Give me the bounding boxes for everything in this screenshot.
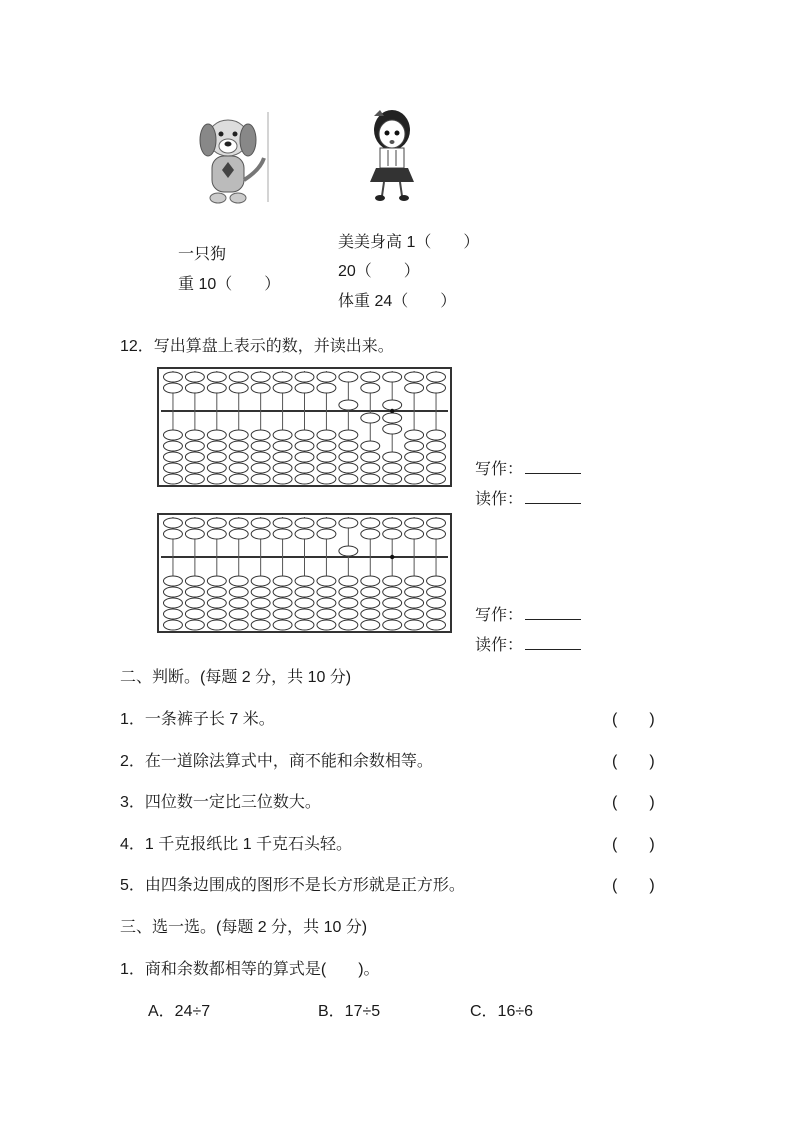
abacus-bead — [427, 430, 446, 440]
abacus-bead — [339, 452, 358, 462]
abacus-bead — [361, 529, 380, 539]
abacus-bead — [295, 372, 314, 382]
abacus-bead — [383, 372, 402, 382]
abacus-bead — [361, 518, 380, 528]
abacus-bead — [273, 463, 292, 473]
abacus-bead — [251, 609, 270, 619]
abacus-bead — [295, 441, 314, 451]
abacus-bead — [361, 598, 380, 608]
judge-bracket-1[interactable]: ( ) — [612, 711, 655, 728]
abacus-bead — [164, 463, 183, 473]
abacus-bead — [295, 609, 314, 619]
abacus-bead — [251, 620, 270, 630]
abacus-bead — [383, 529, 402, 539]
abacus-bead — [427, 576, 446, 586]
abacus-2-write — [475, 605, 581, 626]
abacus-bead — [185, 463, 204, 473]
abacus-bead — [251, 518, 270, 528]
abacus-bead — [251, 598, 270, 608]
abacus-bead — [229, 430, 248, 440]
abacus-bead — [427, 383, 446, 393]
abacus-1-read — [475, 489, 581, 510]
abacus-bead — [317, 529, 336, 539]
abacus-bead — [251, 383, 270, 393]
abacus-bead — [317, 441, 336, 451]
abacus-bead — [361, 620, 380, 630]
abacus-bead — [185, 441, 204, 451]
abacus-bead — [251, 474, 270, 484]
abacus-bead — [207, 441, 226, 451]
abacus-bead — [405, 518, 424, 528]
abacus-bead — [295, 518, 314, 528]
judge-bracket-2[interactable]: ( ) — [612, 753, 655, 770]
abacus-bead — [339, 546, 358, 556]
abacus-bead — [185, 474, 204, 484]
abacus-bead — [339, 441, 358, 451]
abacus-bead — [405, 383, 424, 393]
judge-bracket-5[interactable]: ( ) — [612, 877, 655, 894]
abacus-bead — [383, 609, 402, 619]
abacus-bead — [207, 587, 226, 597]
judge-item-2: 2．在一道除法算式中，商不能和余数相等。 — [120, 753, 433, 770]
abacus-bead — [427, 587, 446, 597]
abacus-2-read — [475, 635, 581, 656]
abacus-bead — [405, 587, 424, 597]
abacus-bead — [383, 518, 402, 528]
abacus-bead — [273, 441, 292, 451]
read-label: 读作： — [475, 637, 524, 654]
abacus-bead — [427, 529, 446, 539]
abacus-bead — [164, 587, 183, 597]
abacus-bead — [405, 576, 424, 586]
abacus-bead — [317, 474, 336, 484]
abacus-bead — [229, 620, 248, 630]
abacus-bead — [383, 620, 402, 630]
girl-line-3: 体重 24（ ） — [338, 293, 457, 310]
abacus-bead — [164, 576, 183, 586]
abacus-bead — [361, 463, 380, 473]
abacus-bead — [427, 598, 446, 608]
abacus-bead — [164, 609, 183, 619]
abacus-bead — [251, 529, 270, 539]
abacus-bead — [273, 609, 292, 619]
abacus-bead — [427, 441, 446, 451]
abacus-bead — [361, 474, 380, 484]
abacus-bead — [295, 383, 314, 393]
abacus-bead — [383, 413, 402, 423]
dog-line-1: 一只狗 — [178, 246, 227, 263]
abacus-bead — [339, 609, 358, 619]
abacus-bead — [361, 587, 380, 597]
abacus-bead — [229, 463, 248, 473]
abacus-bead — [339, 430, 358, 440]
choice-option-b[interactable]: B．17÷5 — [318, 1003, 381, 1020]
abacus-bead — [251, 463, 270, 473]
write-blank[interactable] — [525, 459, 581, 474]
abacus-bead — [207, 576, 226, 586]
abacus-bead — [317, 430, 336, 440]
abacus-bead — [383, 424, 402, 434]
abacus-bead — [295, 474, 314, 484]
abacus-bead — [273, 587, 292, 597]
dog-illustration — [190, 110, 272, 206]
abacus-2 — [157, 513, 452, 633]
abacus-bead — [295, 463, 314, 473]
read-label: 读作： — [475, 491, 524, 508]
abacus-bead — [229, 441, 248, 451]
abacus-bead — [185, 383, 204, 393]
girl-illustration — [360, 106, 424, 204]
abacus-bead — [317, 587, 336, 597]
abacus-bead — [273, 518, 292, 528]
dog-line-2: 重 10（ ） — [178, 276, 281, 293]
q12-title: 12．写出算盘上表示的数，并读出来。 — [120, 338, 394, 355]
abacus-bead — [273, 430, 292, 440]
abacus-bead — [164, 383, 183, 393]
abacus-bead — [361, 609, 380, 619]
abacus-bead — [164, 441, 183, 451]
abacus-bead — [361, 441, 380, 451]
abacus-bead — [361, 372, 380, 382]
abacus-bead — [185, 372, 204, 382]
abacus-bead — [207, 529, 226, 539]
judge-bracket-3[interactable]: ( ) — [612, 794, 655, 811]
section3-header: 三、选一选。(每题 2 分，共 10 分) — [120, 919, 368, 936]
abacus-bead — [339, 372, 358, 382]
abacus-bead — [339, 463, 358, 473]
abacus-bead — [339, 400, 358, 410]
abacus-bead — [273, 383, 292, 393]
abacus-bead — [164, 474, 183, 484]
abacus-bead — [383, 463, 402, 473]
abacus-bead — [185, 576, 204, 586]
abacus-bead — [295, 529, 314, 539]
abacus-bead — [207, 620, 226, 630]
abacus-bead — [164, 518, 183, 528]
abacus-bead — [317, 620, 336, 630]
abacus-bead — [207, 463, 226, 473]
abacus-bead — [185, 598, 204, 608]
abacus-bead — [361, 383, 380, 393]
abacus-bead — [383, 576, 402, 586]
abacus-bead — [339, 518, 358, 528]
abacus-bead — [251, 430, 270, 440]
abacus-bead — [427, 463, 446, 473]
girl-line-1: 美美身高 1（ ） — [338, 234, 480, 251]
abacus-bead — [405, 372, 424, 382]
abacus-bead — [405, 620, 424, 630]
abacus-bead — [207, 609, 226, 619]
girl-line-2: 20（ ） — [338, 263, 420, 280]
abacus-bead — [317, 518, 336, 528]
abacus-bead — [361, 413, 380, 423]
abacus-bead — [361, 452, 380, 462]
choice-q1: 1．商和余数都相等的算式是( )。 — [120, 961, 380, 978]
abacus-bead — [164, 620, 183, 630]
abacus-bead — [229, 383, 248, 393]
abacus-bead — [207, 383, 226, 393]
abacus-bead — [207, 452, 226, 462]
abacus-bead — [427, 474, 446, 484]
abacus-1-write — [475, 459, 581, 480]
choice-option-a[interactable]: A．24÷7 — [148, 1003, 211, 1020]
abacus-bead — [361, 576, 380, 586]
abacus-bead — [273, 620, 292, 630]
abacus-bead — [405, 609, 424, 619]
abacus-bead — [229, 452, 248, 462]
abacus-bead — [295, 452, 314, 462]
abacus-unit-dot — [390, 555, 394, 559]
judge-item-4: 4．1 千克报纸比 1 千克石头轻。 — [120, 836, 353, 853]
abacus-bead — [229, 518, 248, 528]
abacus-bead — [251, 452, 270, 462]
abacus-bead — [427, 620, 446, 630]
abacus-bead — [229, 598, 248, 608]
abacus-bead — [273, 474, 292, 484]
abacus-bead — [339, 587, 358, 597]
section2-header: 二、判断。(每题 2 分，共 10 分) — [120, 669, 352, 686]
abacus-unit-dot — [390, 409, 394, 413]
abacus-bead — [207, 430, 226, 440]
abacus-bead — [383, 452, 402, 462]
abacus-bead — [164, 372, 183, 382]
read-blank[interactable] — [525, 489, 581, 504]
judge-item-5: 5．由四条边围成的图形不是长方形就是正方形。 — [120, 877, 465, 894]
abacus-bead — [405, 441, 424, 451]
abacus-bead — [405, 529, 424, 539]
judge-item-1: 1．一条裤子长 7 米。 — [120, 711, 275, 728]
abacus-bead — [164, 430, 183, 440]
choice-option-c[interactable]: C．16÷6 — [470, 1003, 534, 1020]
abacus-bead — [339, 576, 358, 586]
abacus-bead — [164, 529, 183, 539]
abacus-bead — [317, 463, 336, 473]
abacus-bead — [295, 598, 314, 608]
abacus-bead — [339, 620, 358, 630]
abacus-bead — [185, 587, 204, 597]
abacus-bead — [317, 598, 336, 608]
abacus-bead — [229, 529, 248, 539]
abacus-bead — [229, 609, 248, 619]
abacus-bead — [317, 452, 336, 462]
abacus-bead — [383, 474, 402, 484]
abacus-bead — [427, 372, 446, 382]
abacus-bead — [383, 598, 402, 608]
abacus-bead — [405, 430, 424, 440]
abacus-bead — [295, 620, 314, 630]
abacus-bead — [317, 609, 336, 619]
abacus-bead — [317, 383, 336, 393]
abacus-bead — [273, 372, 292, 382]
abacus-bead — [405, 463, 424, 473]
abacus-bead — [229, 587, 248, 597]
judge-item-3: 3．四位数一定比三位数大。 — [120, 794, 321, 811]
abacus-bead — [207, 518, 226, 528]
abacus-bead — [251, 441, 270, 451]
judge-bracket-4[interactable]: ( ) — [612, 836, 655, 853]
abacus-bead — [185, 609, 204, 619]
abacus-bead — [185, 620, 204, 630]
abacus-bead — [229, 474, 248, 484]
abacus-bead — [427, 452, 446, 462]
abacus-bead — [295, 576, 314, 586]
abacus-bead — [185, 452, 204, 462]
abacus-bead — [207, 598, 226, 608]
abacus-bead — [251, 372, 270, 382]
abacus-bead — [405, 452, 424, 462]
abacus-bead — [207, 474, 226, 484]
abacus-bead — [427, 609, 446, 619]
abacus-bead — [229, 576, 248, 586]
abacus-bead — [164, 598, 183, 608]
abacus-bead — [185, 518, 204, 528]
write-blank[interactable] — [525, 605, 581, 620]
abacus-bead — [273, 576, 292, 586]
abacus-bead — [405, 598, 424, 608]
write-label: 写作： — [475, 461, 524, 478]
abacus-bead — [427, 518, 446, 528]
abacus-bead — [405, 474, 424, 484]
abacus-bead — [317, 372, 336, 382]
abacus-bead — [185, 430, 204, 440]
abacus-bead — [164, 452, 183, 462]
abacus-bead — [273, 598, 292, 608]
read-blank[interactable] — [525, 635, 581, 650]
abacus-bead — [317, 576, 336, 586]
abacus-bead — [383, 587, 402, 597]
abacus-bead — [295, 430, 314, 440]
abacus-bead — [383, 400, 402, 410]
abacus-bead — [251, 576, 270, 586]
abacus-bead — [295, 587, 314, 597]
abacus-bead — [273, 452, 292, 462]
write-label: 写作： — [475, 607, 524, 624]
abacus-bead — [185, 529, 204, 539]
abacus-bead — [273, 529, 292, 539]
abacus-bead — [339, 474, 358, 484]
abacus-bead — [251, 587, 270, 597]
abacus-bead — [229, 372, 248, 382]
abacus-bead — [207, 372, 226, 382]
abacus-bead — [339, 598, 358, 608]
abacus-1 — [157, 367, 452, 487]
